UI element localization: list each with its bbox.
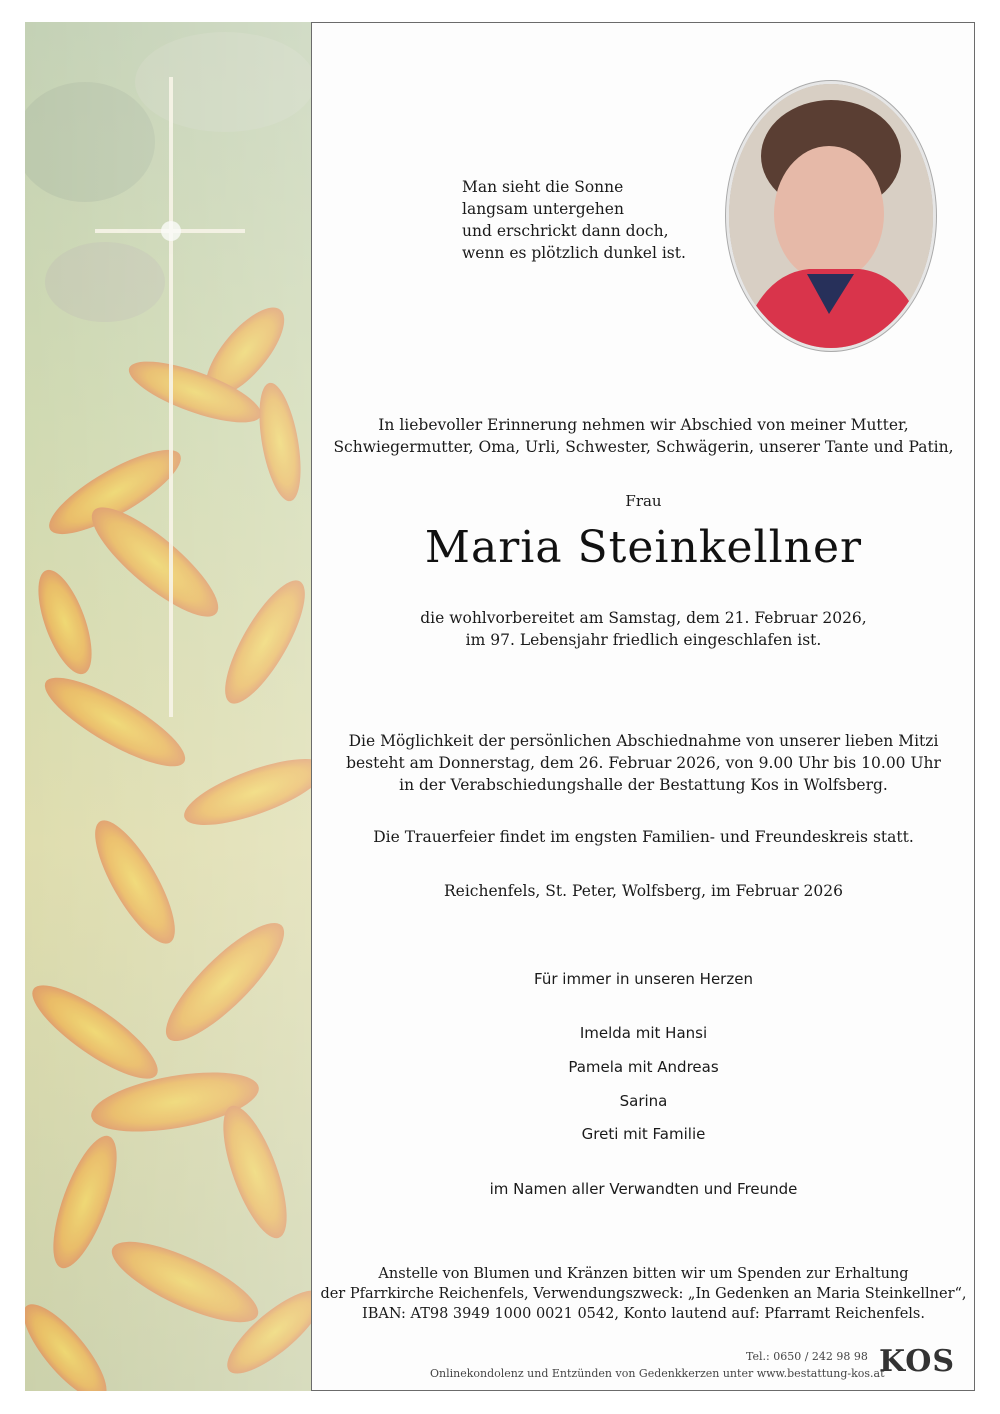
lily-image	[25, 22, 312, 1391]
mourner: Greti mit Familie	[581, 1125, 706, 1143]
verse-line: wenn es plötzlich dunkel ist.	[462, 244, 686, 262]
intro-line: In liebevoller Erinnerung nehmen wir Abschied von meiner Mutter,	[378, 416, 909, 434]
donation-line: Anstelle von Blumen und Kränzen bitten wir um Spenden zur Erhaltung	[378, 1266, 909, 1282]
deceased-name: Maria Steinkellner	[424, 522, 863, 573]
farewell-text	[312, 730, 975, 796]
forever-text: Für immer in unseren Herzen	[534, 970, 753, 988]
kos-logo: KOS	[879, 1344, 956, 1379]
verse-line: und erschrickt dann doch,	[462, 222, 669, 240]
phone-text: Tel.: 0650 / 242 98 98	[746, 1350, 868, 1363]
farewell-line: besteht am Donnerstag, dem 26. Februar 2026, von 9.00 Uhr bis 10.00 Uhr	[346, 754, 941, 772]
online-condolence-text: Onlinekondolenz und Entzünden von Gedenkkerzen unter www.bestattung-kos.at	[430, 1367, 885, 1380]
intro-text	[312, 414, 975, 458]
verse-line: Man sieht die Sonne	[462, 178, 624, 196]
place-date: Reichenfels, St. Peter, Wolfsberg, im Februar 2026	[443, 882, 843, 900]
death-notice	[312, 607, 975, 651]
verse-line: langsam untergehen	[462, 200, 624, 218]
relatives-text: im Namen aller Verwandten und Freunde	[489, 1180, 798, 1198]
farewell-line: Die Möglichkeit der persönlichen Abschiednahme von unserer lieben Mitzi	[348, 732, 939, 750]
mourner: Pamela mit Andreas	[568, 1058, 719, 1076]
farewell-line: in der Verabschiedungshalle der Bestattung Kos in Wolfsberg.	[399, 776, 888, 794]
death-line: im 97. Lebensjahr friedlich eingeschlafen ist.	[465, 631, 822, 649]
mourner: Sarina	[619, 1092, 668, 1110]
verse	[462, 176, 686, 264]
lily-decoration	[25, 22, 312, 1391]
intro-line: Schwiegermutter, Oma, Urli, Schwester, Schwägerin, unserer Tante und Patin,	[333, 438, 954, 456]
donation-line: der Pfarrkirche Reichenfels, Verwendungszweck: „In Gedenken an Maria Steinkellner“,	[320, 1286, 967, 1302]
mourner: Imelda mit Hansi	[579, 1024, 708, 1042]
donation-text	[312, 1264, 975, 1324]
donation-line: IBAN: AT98 3949 1000 0021 0542, Konto lautend auf: Pfarramt Reichenfels.	[362, 1306, 925, 1322]
death-line: die wohlvorbereitet am Samstag, dem 21. Februar 2026,	[420, 609, 867, 627]
ceremony-text: Die Trauerfeier findet im engsten Familien- und Freundeskreis statt.	[373, 828, 914, 846]
title-prefix: Frau	[625, 492, 662, 510]
